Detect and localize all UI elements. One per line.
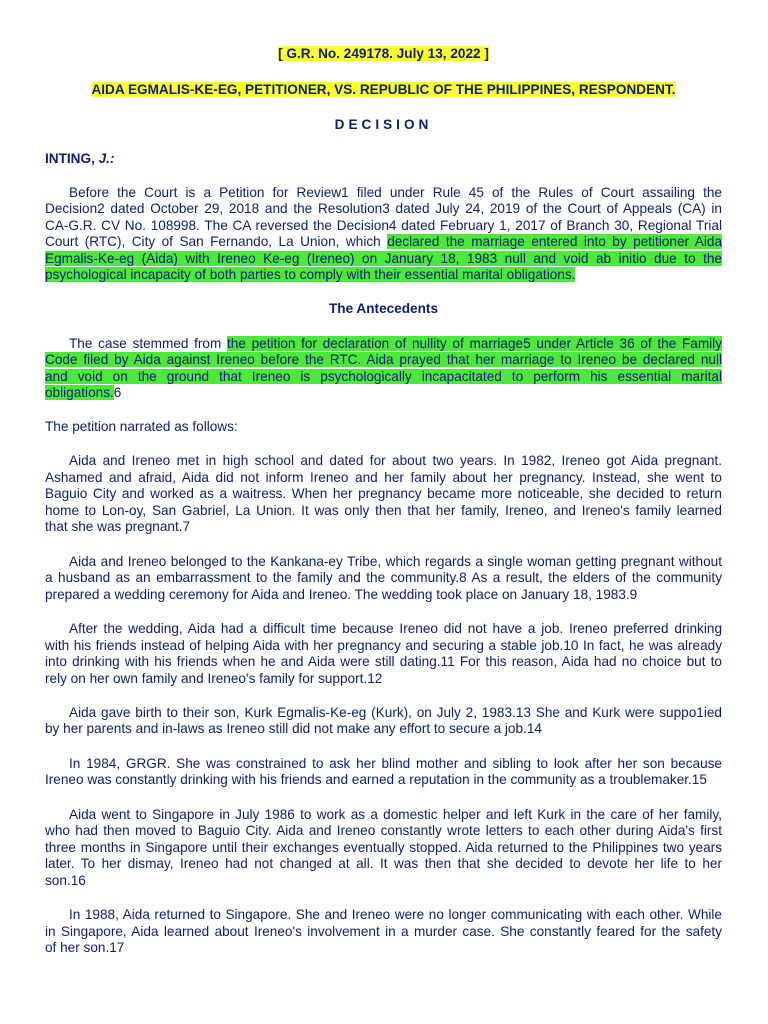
ponente-title: J.: <box>98 151 115 166</box>
p10-line-2: in Singapore, Aida learned about Ireneo's involvement in a murder case. She constantly feared for the safety <box>45 924 722 939</box>
p4-line-1: Aida and Ireneo met in high school and dated for about two years. In 1982, Ireneo got Aida pregnant. <box>69 453 722 468</box>
p4-line-2: Ashamed and afraid, Aida did not inform Ireneo and her family about her pregnancy. Instead, she went to <box>45 470 722 485</box>
p7-line-1: Aida gave birth to their son, Kurk Egmalis-Ke-eg (Kurk), on July 2, 1983.13 She and Kurk were suppo1ied <box>69 705 722 720</box>
p5-line-2: a husband as an embarrassment to the family and the community.8 As a result, the elders of the community <box>45 570 722 585</box>
p1-line-4a: Court (RTC), City of San Fernando, La Union, which <box>45 234 388 249</box>
ponente <box>45 150 722 167</box>
p6-line-2: with his friends instead of helping Aida with her pregnancy and securing a stable job.10 In fact, he was already <box>45 638 722 653</box>
p10-line-1: In 1988, Aida returned to Singapore. She and Ireneo were no longer communicating with each other. While <box>69 907 722 922</box>
case-number <box>45 45 722 62</box>
p9-line-1: Aida went to Singapore in July 1986 to work as a domestic helper and left Kurk in the care of her family, <box>69 807 722 822</box>
p1-line-4b-highlight: declared the marriage entered into by petitioner Aida <box>387 234 722 249</box>
p9-line-2: who had then moved to Baguio City. Aida and Ireneo constantly wrote letters to each other during Aida's first <box>45 823 722 838</box>
p2-line-1 <box>45 335 722 352</box>
antecedents-heading: The Antecedents <box>328 301 439 316</box>
p8-line-2: Ireneo was constantly drinking with his friends and earned a reputation in the community as a troublemaker.15 <box>45 772 707 787</box>
p9-line-4: later. To her dismay, Ireneo had not changed at all. It was then that she decided to devote her life to her <box>45 856 722 871</box>
p1-line-6 <box>45 266 722 283</box>
p5-line-3: prepared a wedding ceremony for Aida and Ireneo. The wedding took place on January 18, 1983.9 <box>45 587 638 602</box>
p2-line-3-highlight: and void on the ground that Ireneo is psychologically incapacitated to perform his essential marital <box>45 369 722 384</box>
p5-line-1: Aida and Ireneo belonged to the Kankana-ey Tribe, which regards a single woman getting pregnant without <box>69 554 722 569</box>
p6-line-3: into drinking with his friends when he and Aida were still dating.11 For this reason, Aida had no choice but to <box>45 654 722 669</box>
p2-line-4a-highlight: obligations. <box>45 385 114 400</box>
p6-line-4: rely on her own family and Ireneo's family for support.12 <box>45 671 383 686</box>
p2-line-2-highlight: Code filed by Aida against Ireneo before the RTC. Aida prayed that her marriage to Ireneo be declared null <box>45 352 722 367</box>
p4-line-4: home to Lon-oy, San Gabriel, La Union. It was only then that her family, Ireneo, and Ireneo's family learned <box>45 503 722 518</box>
p1-line-6-highlight: psychological incapacity of both parties to comply with their essential marital obligations. <box>45 267 576 282</box>
case-title-text: AIDA EGMALIS-KE-EG, PETITIONER, VS. REPUBLIC OF THE PHILIPPINES, RESPONDENT. <box>91 82 676 97</box>
p4-line-5: that she was pregnant.7 <box>45 519 191 534</box>
p2-line-1b-highlight: the petition for declaration of nullity of marriage5 under Article 36 of the Family <box>227 336 722 351</box>
p2-line-4 <box>45 384 722 401</box>
p1-line-5 <box>45 250 722 267</box>
p1-line-4 <box>45 233 722 250</box>
p4-line-3: Baguio City and worked as a waitress. When her pregnancy became more noticeable, she decided to return <box>45 486 722 501</box>
p10-line-3: of her son.17 <box>45 940 125 955</box>
case-title <box>45 81 722 98</box>
p7-line-2: by her parents and in-laws as Ireneo still did not make any effort to secure a job.14 <box>45 721 542 736</box>
p1-line-1: Before the Court is a Petition for Review1 filed under Rule 45 of the Rules of Court assailing the <box>69 185 722 200</box>
p3-line-1: The petition narrated as follows: <box>45 419 238 434</box>
case-number-text: [ G.R. No. 249178. July 13, 2022 ] <box>278 46 489 61</box>
ponente-name: INTING, <box>45 151 99 166</box>
p9-line-5: son.16 <box>45 873 86 888</box>
p1-line-3: CA-G.R. CV No. 108998. The CA reversed the Decision4 dated February 1, 2017 of Branch 30, Regional Trial <box>45 218 722 233</box>
p8-line-1: In 1984, GRGR. She was constrained to ask her blind mother and sibling to look after her son because <box>69 756 722 771</box>
p9-line-3: three months in Singapore until their exchanges eventually stopped. Aida returned to the Philippines two years <box>45 840 722 855</box>
p2-line-3 <box>45 368 722 385</box>
decision-heading: DECISION <box>334 117 433 132</box>
p2-line-2 <box>45 351 722 368</box>
p1-line-5-highlight: Egmalis-Ke-eg (Aida) with Ireneo Ke-eg (Ireneo) on January 18, 1983 null and void ab initio due to the <box>45 251 722 266</box>
p2-line-1a: The case stemmed from <box>69 336 228 351</box>
p6-line-1: After the wedding, Aida had a difficult time because Ireneo did not have a job. Ireneo preferred drinking <box>69 621 722 636</box>
p2-line-4b: 6 <box>113 385 122 400</box>
p1-line-2: Decision2 dated October 29, 2018 and the Resolution3 dated July 24, 2019 of the Court of Appeals (CA) in <box>45 201 722 216</box>
